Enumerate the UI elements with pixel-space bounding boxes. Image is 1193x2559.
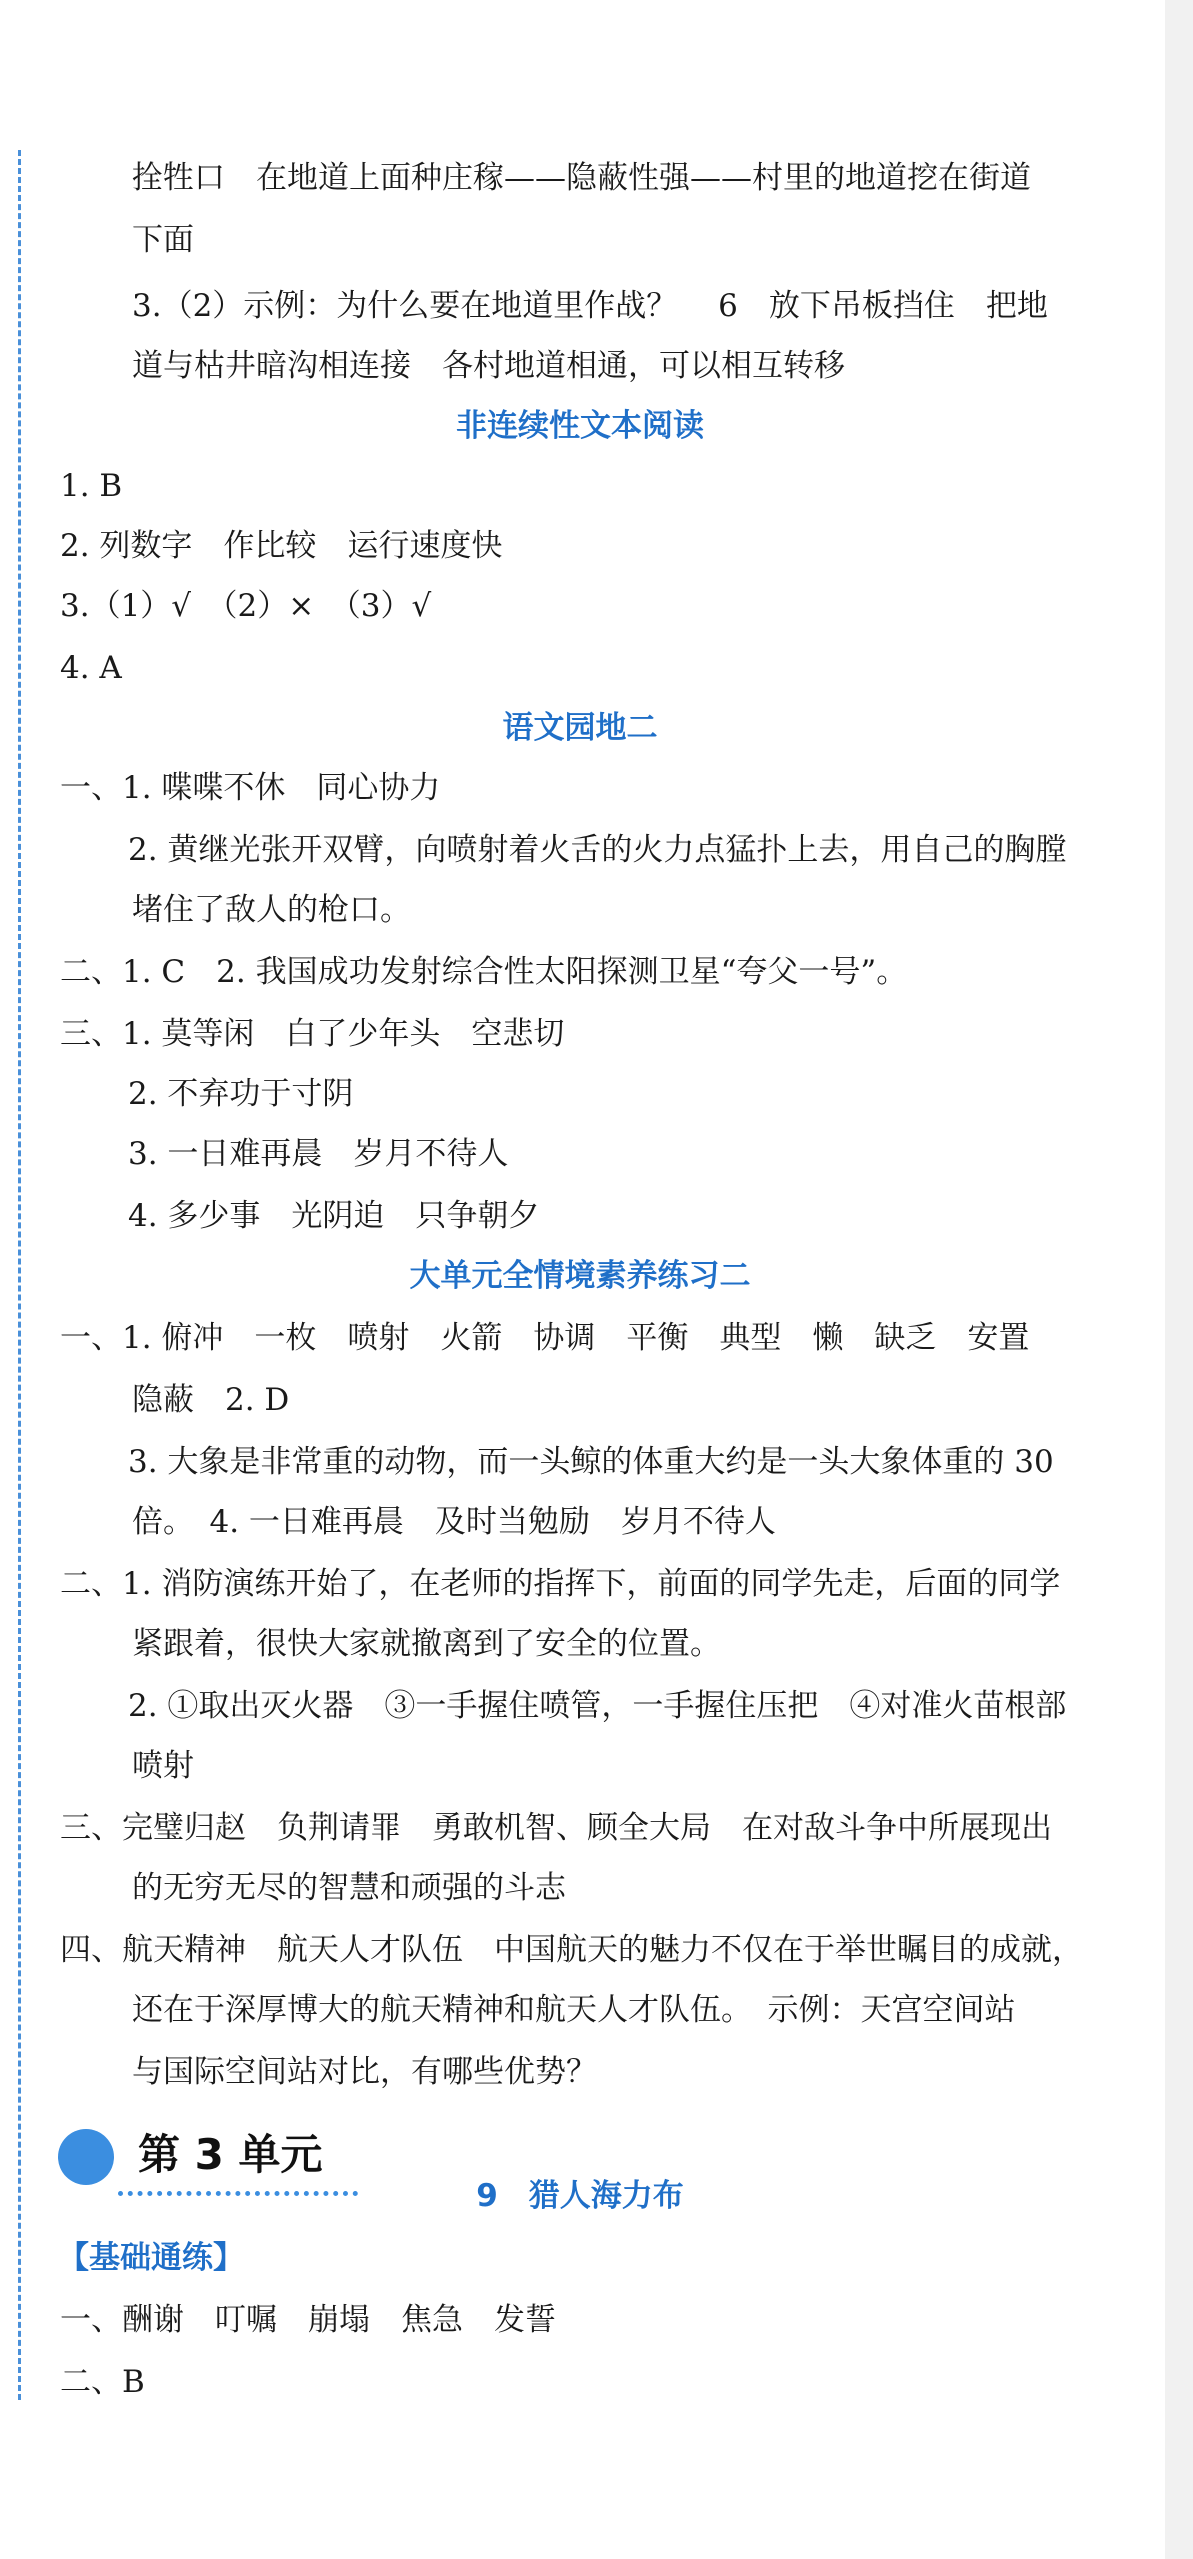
text-line: 四、航天精神 航天人才队伍 中国航天的魅力不仅在于举世瞩目的成就， xyxy=(60,1932,1083,1968)
section-heading: 语文园地二 xyxy=(502,710,658,746)
text-line: 紧跟着，很快大家就撤离到了安全的位置。 xyxy=(132,1626,721,1662)
text-line: 的无穷无尽的智慧和顽强的斗志 xyxy=(132,1870,566,1906)
text-line: 三、1. 莫等闲 白了少年头 空悲切 xyxy=(60,1016,565,1052)
text-line: 2. 不弃功于寸阴 xyxy=(128,1076,354,1112)
text-line: 堵住了敌人的枪口。 xyxy=(132,892,411,928)
text-line: 喷射 xyxy=(132,1748,194,1784)
unit-title: 第 3 单元 xyxy=(138,2130,323,2179)
text-line: 一、1. 俯冲 一枚 喷射 火箭 协调 平衡 典型 懒 缺乏 安置 xyxy=(60,1320,1030,1356)
text-line: 3.（2）示例：为什么要在地道里作战？ 6 放下吊板挡住 把地 xyxy=(132,288,1048,324)
text-line: 一、酬谢 叮嘱 崩塌 焦急 发誓 xyxy=(60,2302,556,2338)
text-line: 二、1. C 2. 我国成功发射综合性太阳探测卫星“夸父一号”。 xyxy=(60,954,908,990)
text-line: 3. 一日难再晨 岁月不待人 xyxy=(128,1136,509,1172)
text-line: 一、1. 喋喋不休 同心协力 xyxy=(60,770,441,806)
text-line: 4. 多少事 光阴迫 只争朝夕 xyxy=(128,1198,540,1234)
text-line: 拴牲口 在地道上面种庄稼——隐蔽性强——村里的地道挖在街道 xyxy=(132,160,1031,196)
text-line: 3. 大象是非常重的动物，而一头鲸的体重大约是一头大象体重的 30 xyxy=(128,1444,1054,1480)
text-line: 3.（1）√ （2）× （3）√ xyxy=(60,588,432,624)
text-line: 倍。 4. 一日难再晨 及时当勉励 岁月不待人 xyxy=(132,1504,776,1540)
exercise-label: 【基础通练】 xyxy=(58,2240,244,2276)
text-line: 三、完璧归赵 负荆请罪 勇敢机智、顾全大局 在对敌斗争中所展现出 xyxy=(60,1810,1052,1846)
text-line: 道与枯井暗沟相连接 各村地道相通，可以相互转移 xyxy=(132,348,845,384)
text-line: 还在于深厚博大的航天精神和航天人才队伍。 示例：天宫空间站 xyxy=(132,1992,1016,2028)
page-edge-strip xyxy=(1165,0,1193,2559)
text-line: 二、B xyxy=(60,2364,145,2400)
text-line: 隐蔽 2. D xyxy=(132,1382,290,1418)
section-heading: 非连续性文本阅读 xyxy=(456,408,704,444)
text-line: 二、1. 消防演练开始了，在老师的指挥下，前面的同学先走，后面的同学 xyxy=(60,1566,1061,1602)
text-line: 与国际空间站对比，有哪些优势？ xyxy=(132,2054,597,2090)
lesson-heading: 9 猎人海力布 xyxy=(476,2178,684,2214)
section-heading: 大单元全情境素养练习二 xyxy=(409,1258,751,1294)
text-line: 1. B xyxy=(60,468,123,504)
text-line: 2. 黄继光张开双臂，向喷射着火舌的火力点猛扑上去，用自己的胸膛 xyxy=(128,832,1067,868)
text-line: 4. A xyxy=(60,650,122,686)
text-line: 2. 列数字 作比较 运行速度快 xyxy=(60,528,503,564)
text-line: 下面 xyxy=(132,222,194,258)
text-line: 2. ①取出灭火器 ③一手握住喷管，一手握住压把 ④对准火苗根部 xyxy=(128,1688,1067,1724)
